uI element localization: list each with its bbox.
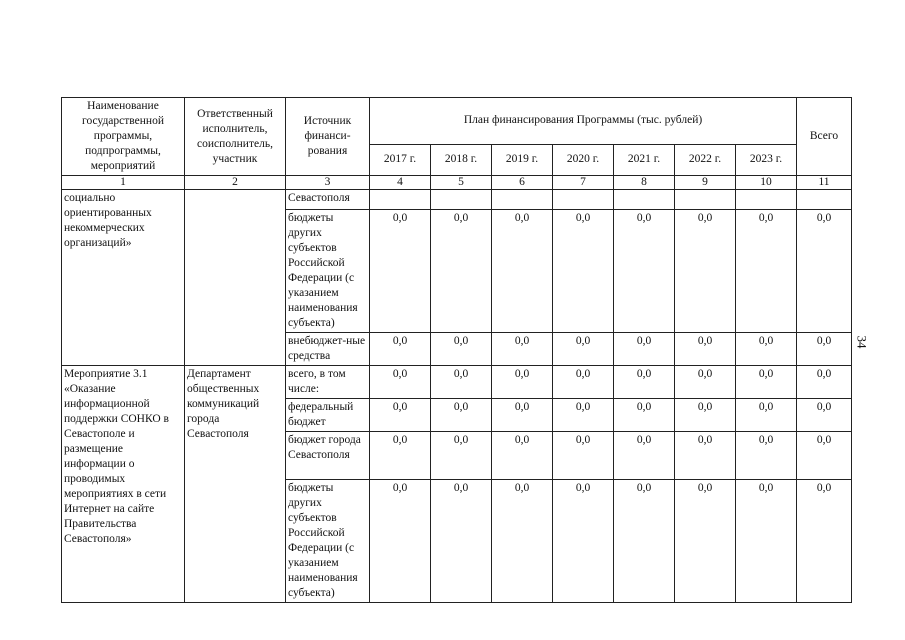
- value-cell: 0,0: [675, 210, 736, 333]
- source-cell: бюджет города Севастополя: [286, 432, 370, 480]
- value-cell: 0,0: [797, 480, 852, 603]
- header-year: 2023 г.: [736, 144, 797, 175]
- program-name-cell: социально ориентированных некоммерческих организаций»: [62, 190, 185, 366]
- value-cell: 0,0: [492, 399, 553, 432]
- value-cell: 0,0: [431, 366, 492, 399]
- value-cell: 0,0: [614, 210, 675, 333]
- column-number: 11: [797, 176, 852, 190]
- source-cell: Севастополя: [286, 190, 370, 210]
- value-cell: 0,0: [736, 480, 797, 603]
- page-number: 34: [854, 335, 870, 349]
- header-year: 2022 г.: [675, 144, 736, 175]
- value-cell: 0,0: [553, 399, 614, 432]
- header-name: Наименование государственной программы, подпрограммы, мероприятий: [62, 98, 185, 176]
- value-cell: [553, 190, 614, 210]
- value-cell: 0,0: [797, 210, 852, 333]
- value-cell: 0,0: [553, 432, 614, 480]
- value-cell: 0,0: [614, 333, 675, 366]
- value-cell: 0,0: [736, 399, 797, 432]
- value-cell: 0,0: [370, 333, 431, 366]
- header-plan: План финансирования Программы (тыс. рублей): [370, 98, 797, 145]
- value-cell: 0,0: [797, 366, 852, 399]
- value-cell: 0,0: [492, 366, 553, 399]
- value-cell: 0,0: [736, 210, 797, 333]
- value-cell: 0,0: [492, 480, 553, 603]
- responsible-cell: Департамент общественных коммуникаций города Севастополя: [185, 366, 286, 603]
- header-source: Источник финанси-рования: [286, 98, 370, 176]
- value-cell: 0,0: [553, 210, 614, 333]
- value-cell: 0,0: [370, 399, 431, 432]
- value-cell: 0,0: [736, 333, 797, 366]
- column-number: 1: [62, 176, 185, 190]
- value-cell: [797, 190, 852, 210]
- value-cell: 0,0: [675, 432, 736, 480]
- column-number: 8: [614, 176, 675, 190]
- header-year: 2019 г.: [492, 144, 553, 175]
- value-cell: 0,0: [797, 399, 852, 432]
- value-cell: 0,0: [492, 333, 553, 366]
- column-number: 5: [431, 176, 492, 190]
- value-cell: 0,0: [675, 333, 736, 366]
- column-number: 7: [553, 176, 614, 190]
- value-cell: 0,0: [431, 480, 492, 603]
- source-cell: бюджеты других субъектов Российской Федерации (с указанием наименования субъекта): [286, 210, 370, 333]
- header-year: 2020 г.: [553, 144, 614, 175]
- value-cell: 0,0: [370, 432, 431, 480]
- value-cell: 0,0: [553, 333, 614, 366]
- header-year: 2017 г.: [370, 144, 431, 175]
- value-cell: 0,0: [492, 210, 553, 333]
- value-cell: 0,0: [431, 432, 492, 480]
- column-number: 3: [286, 176, 370, 190]
- value-cell: [736, 190, 797, 210]
- value-cell: 0,0: [797, 333, 852, 366]
- table-row: [62, 366, 852, 399]
- column-number: 2: [185, 176, 286, 190]
- responsible-cell: [185, 190, 286, 366]
- header-year: 2018 г.: [431, 144, 492, 175]
- value-cell: 0,0: [553, 366, 614, 399]
- value-cell: 0,0: [675, 366, 736, 399]
- column-number: 4: [370, 176, 431, 190]
- table-row: [62, 190, 852, 210]
- value-cell: 0,0: [797, 432, 852, 480]
- value-cell: 0,0: [370, 480, 431, 603]
- value-cell: [614, 190, 675, 210]
- source-cell: федеральный бюджет: [286, 399, 370, 432]
- value-cell: 0,0: [736, 366, 797, 399]
- value-cell: 0,0: [370, 366, 431, 399]
- value-cell: 0,0: [614, 432, 675, 480]
- value-cell: 0,0: [553, 480, 614, 603]
- value-cell: 0,0: [370, 210, 431, 333]
- column-number: 10: [736, 176, 797, 190]
- source-cell: внебюджет-ные средства: [286, 333, 370, 366]
- source-cell: бюджеты других субъектов Российской Федерации (с указанием наименования субъекта): [286, 480, 370, 603]
- value-cell: 0,0: [675, 399, 736, 432]
- value-cell: [675, 190, 736, 210]
- program-name-cell: Мероприятие 3.1 «Оказание информационной поддержки СОНКО в Севастополе и размещение информации о проводимых мероприятиях в сети Интернет на сайте Правительства Севастополя»: [62, 366, 185, 603]
- column-number: 6: [492, 176, 553, 190]
- header-responsible: Ответственный исполнитель, соисполнитель, участник: [185, 98, 286, 176]
- value-cell: 0,0: [614, 366, 675, 399]
- financing-table: [61, 97, 852, 603]
- value-cell: 0,0: [431, 399, 492, 432]
- value-cell: 0,0: [431, 210, 492, 333]
- value-cell: [370, 190, 431, 210]
- header-year: 2021 г.: [614, 144, 675, 175]
- value-cell: [492, 190, 553, 210]
- column-number: 9: [675, 176, 736, 190]
- value-cell: 0,0: [736, 432, 797, 480]
- value-cell: 0,0: [492, 432, 553, 480]
- value-cell: 0,0: [431, 333, 492, 366]
- value-cell: 0,0: [614, 399, 675, 432]
- header-total: Всего: [797, 98, 852, 176]
- source-cell: всего, в том числе:: [286, 366, 370, 399]
- value-cell: 0,0: [614, 480, 675, 603]
- value-cell: [431, 190, 492, 210]
- value-cell: 0,0: [675, 480, 736, 603]
